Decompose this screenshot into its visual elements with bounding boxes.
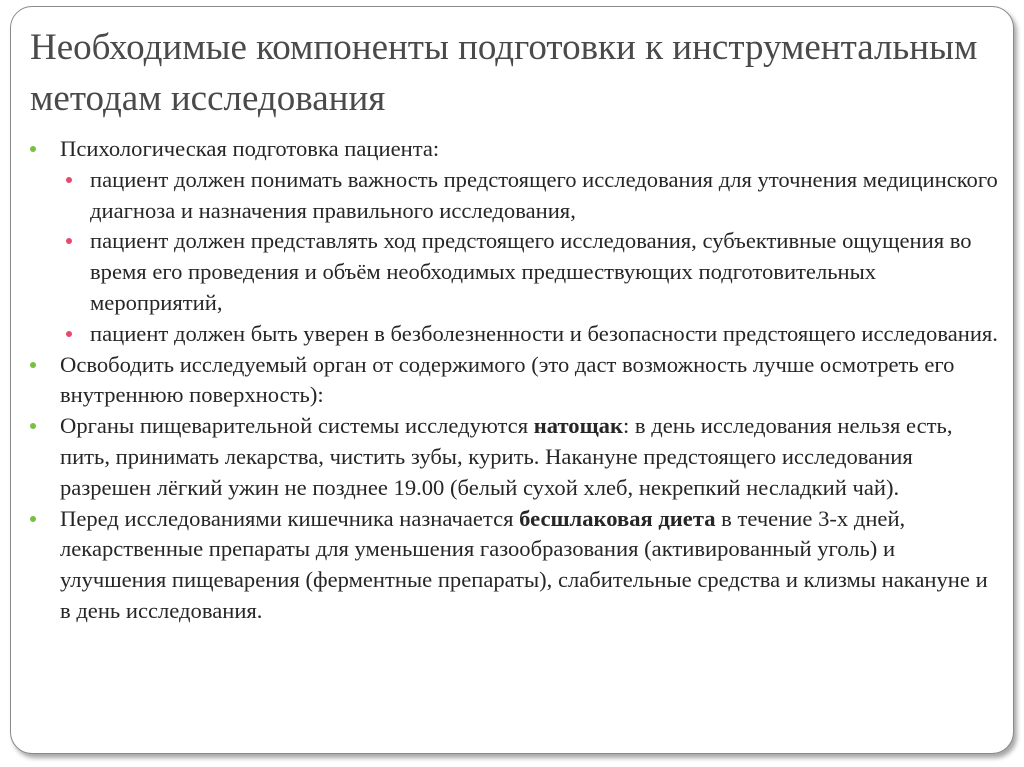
list-item-psychological-preparation bbox=[26, 134, 1001, 350]
pink-bullet-icon bbox=[66, 331, 72, 337]
list-item-empty-organ bbox=[26, 350, 1001, 412]
green-bullet-icon bbox=[30, 516, 36, 522]
sub-list-item bbox=[60, 319, 1001, 350]
sub-bullet-list bbox=[60, 165, 1001, 350]
sub-list-item bbox=[60, 226, 1001, 318]
list-item-text-after: в течение 3-х дней, лекарственные препараты для уменьшения газообразования (активированный уголь) и улучшения пищеварения (ферментные препараты), слабительные средства и клизмы накануне и в день исследования. bbox=[60, 505, 988, 623]
list-item-text: Психологическая подготовка пациента: bbox=[60, 136, 440, 161]
sub-list-item-text: пациент должен понимать важность предстоящего исследования для уточнения медицинского диагноза и назначения правильного исследования, bbox=[90, 166, 998, 223]
green-bullet-icon bbox=[30, 146, 36, 152]
list-item-text-before: Перед исследованиями кишечника назначается bbox=[60, 505, 520, 531]
slide-title: Необходимые компоненты подготовки к инструментальным методам исследования bbox=[30, 27, 978, 119]
list-item-text: Освободить исследуемый орган от содержимого (это даст возможность лучше осмотреть его внутреннюю поверхность): bbox=[60, 351, 955, 408]
green-bullet-icon bbox=[30, 423, 36, 429]
sub-list-item-text: пациент должен представлять ход предстоящего исследования, субъективные ощущения во время его проведения и объём необходимых предшествующих подготовительных мероприятий, bbox=[90, 228, 972, 315]
list-item-text-before: Органы пищеварительной системы исследуются bbox=[60, 413, 534, 439]
green-bullet-icon bbox=[30, 362, 36, 368]
list-item-fasting bbox=[26, 411, 1001, 503]
list-item-diet bbox=[26, 504, 1001, 627]
list-item-bold-term: натощак bbox=[533, 413, 623, 439]
pink-bullet-icon bbox=[66, 177, 72, 183]
slide-content bbox=[26, 134, 1001, 627]
sub-list-item bbox=[60, 165, 1001, 227]
sub-list-item-text: пациент должен быть уверен в безболезненности и безопасности предстоящего исследования. bbox=[90, 320, 998, 346]
bullet-list bbox=[26, 134, 1001, 627]
list-item-bold-term: бесшлаковая диета bbox=[519, 505, 716, 531]
list-item-text-after: : в день исследования нельзя есть, пить, принимать лекарства, чистить зубы, курить. Накануне предстоящего исследования разрешен лёгкий ужин не позднее 19.00 (белый сухой хлеб, некрепкий несладкий чай). bbox=[60, 413, 953, 500]
pink-bullet-icon bbox=[66, 238, 72, 244]
